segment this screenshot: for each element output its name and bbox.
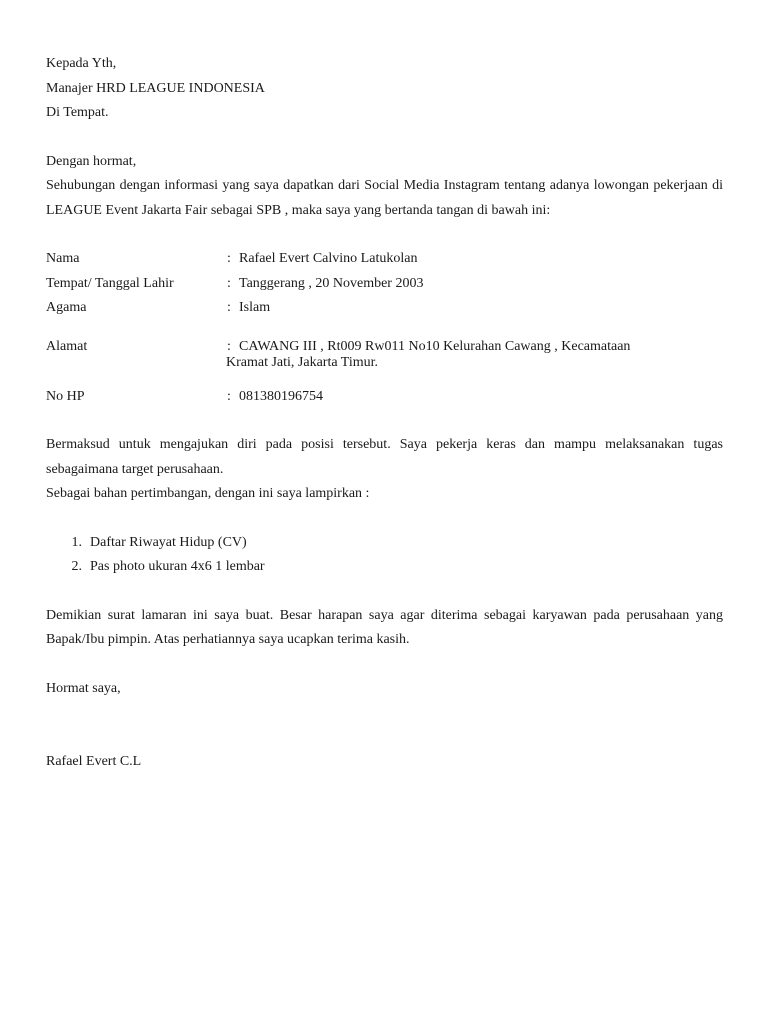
field-no-hp bbox=[46, 385, 723, 410]
regards: Hormat saya, bbox=[46, 680, 121, 696]
signer-name: Rafael Evert C.L bbox=[46, 754, 142, 769]
closing-paragraph: Demikian surat lamaran ini saya buat. Besar harapan saya agar diterima sebagai karyawan pada perusahaan yang Bapak/Ibu pimpin. Atas perhatiannya saya ucapkan terima kasih. bbox=[46, 607, 723, 647]
field-separator: : bbox=[227, 251, 231, 266]
list-number: 1. bbox=[71, 534, 82, 550]
salutation: Dengan hormat, bbox=[46, 153, 137, 169]
field-alamat bbox=[46, 335, 723, 371]
field-separator: : bbox=[227, 300, 231, 315]
field-label: Alamat bbox=[46, 338, 88, 354]
field-label: No HP bbox=[46, 388, 85, 404]
field-nama bbox=[46, 247, 723, 272]
field-label: Agama bbox=[46, 300, 87, 315]
field-value: Rafael Evert Calvino Latukolan bbox=[239, 251, 418, 266]
list-item bbox=[46, 531, 723, 556]
field-value: 081380196754 bbox=[239, 388, 323, 404]
list-item bbox=[46, 555, 723, 580]
list-text: Daftar Riwayat Hidup (CV) bbox=[90, 534, 247, 550]
field-value: Islam bbox=[239, 300, 271, 315]
recipient-greeting: Kepada Yth, bbox=[46, 56, 117, 71]
attachments-intro: Sebagai bahan pertimbangan, dengan ini saya lampirkan : bbox=[46, 486, 370, 501]
field-tempat-tanggal-lahir bbox=[46, 272, 723, 297]
field-value: Tanggerang , 20 November 2003 bbox=[239, 275, 424, 291]
list-number: 2. bbox=[71, 559, 82, 574]
field-separator: : bbox=[227, 388, 231, 404]
recipient-place: Di Tempat. bbox=[46, 105, 109, 120]
recipient-name: Manajer HRD LEAGUE INDONESIA bbox=[46, 80, 265, 96]
opening-paragraph: Sehubungan dengan informasi yang saya dapatkan dari Social Media Instagram tentang adanya lowongan pekerjaan di LEAGUE Event Jakarta Fair sebagai SPB , maka saya yang bertanda tangan di bawah ini: bbox=[46, 178, 723, 218]
field-label: Tempat/ Tanggal Lahir bbox=[46, 275, 174, 291]
personal-data bbox=[46, 247, 723, 409]
field-separator: : bbox=[227, 338, 231, 354]
address-line-1: CAWANG III , Rt009 Rw011 No10 Kelurahan Cawang , Kecamataan bbox=[239, 338, 631, 354]
field-agama bbox=[46, 296, 723, 321]
field-separator: : bbox=[227, 275, 231, 291]
field-value bbox=[226, 335, 723, 371]
field-label: Nama bbox=[46, 251, 80, 266]
list-text: Pas photo ukuran 4x6 1 lembar bbox=[90, 559, 265, 574]
address-line-2: Kramat Jati, Jakarta Timur. bbox=[226, 354, 379, 370]
letter bbox=[46, 52, 723, 775]
attachments-list bbox=[46, 531, 723, 580]
intent-paragraph: Bermaksud untuk mengajukan diri pada posisi tersebut. Saya pekerja keras dan mampu melaksanakan tugas sebagaimana target perusahaan. bbox=[46, 437, 723, 477]
